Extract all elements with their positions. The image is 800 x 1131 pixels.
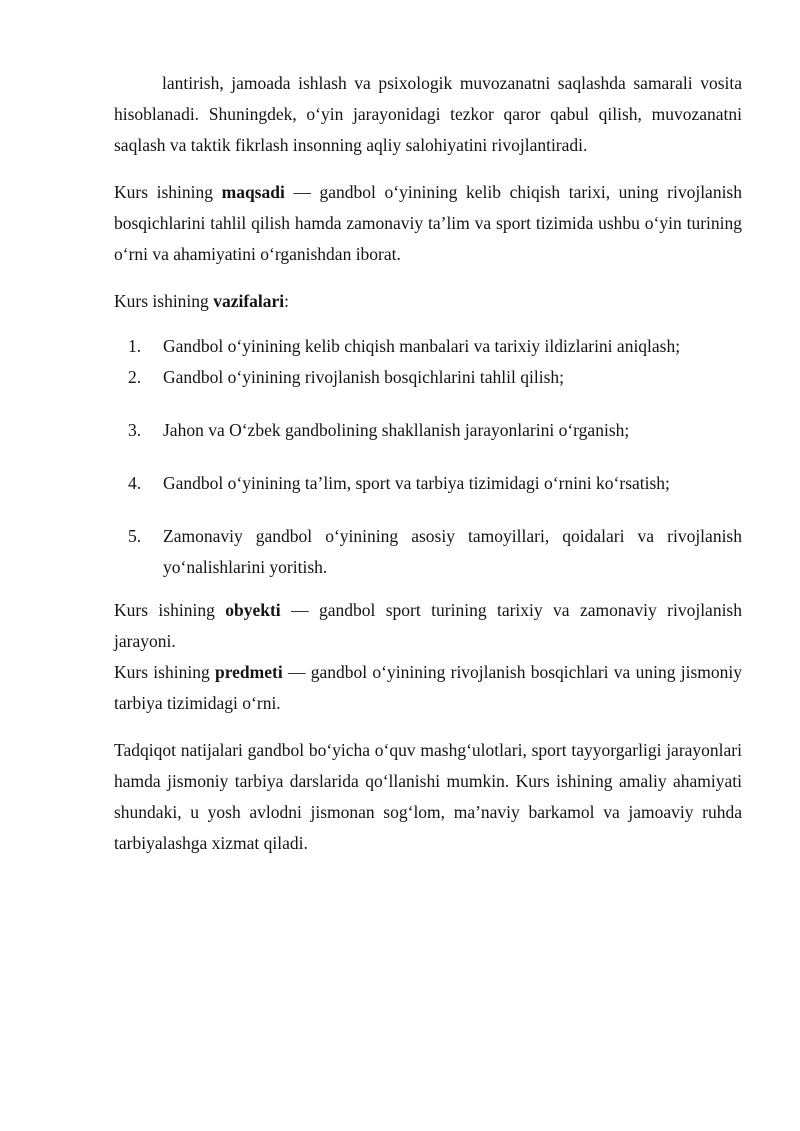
tasks-prefix: Kurs ishining [114,291,214,311]
significance-paragraph [114,735,742,859]
task-item-5 [114,521,742,583]
task-text: Gandbol o‘yinining rivojlanish bosqichlarini tahlil qilish; [163,367,565,387]
task-text: Gandbol o‘yinining kelib chiqish manbalari va tarixiy ildizlarini aniqlash; [163,336,681,356]
task-item-1 [114,331,742,362]
object-keyword: obyekti [225,600,281,620]
subject-text: — gandbol o‘yinining rivojlanish bosqichlari va uning jismoniy tarbiya tizimidagi o‘rni. [114,662,742,713]
goal-prefix: Kurs ishining [114,182,222,202]
significance-text: Tadqiqot natijalari gandbol bo‘yicha o‘quv mashg‘ulotlari, sport tayyorgarligi jarayonlari hamda jismoniy tarbiya darslarida qo‘llanishi mumkin. Kurs ishining amaliy ahamiyati shundaki, u yosh avlodni jismonan sog‘lom, ma’naviy barkamol va jamoaviy ruhda tarbiyalashga xizmat qiladi. [114,740,742,853]
tasks-keyword: vazifalari [213,291,285,311]
intro-paragraph [114,68,742,161]
task-number: 4. [128,473,142,493]
tasks-suffix: : [284,291,290,311]
intro-text: lantirish, jamoada ishlash va psixologik muvozanatni saqlashda samarali vosita hisoblanadi. Shuningdek, o‘yin jarayonidagi tezkor qaror qabul qilish, muvozanatni saqlash va taktik fikrlash insonning aqliy salohiyatini rivojlantiradi. [114,73,742,155]
task-text: Gandbol o‘yinining ta’lim, sport va tarbiya tizimidagi o‘rnini ko‘rsatish; [163,473,670,493]
task-text: Jahon va O‘zbek gandbolining shakllanish jarayonlarini o‘rganish; [163,420,630,440]
tasks-heading [114,286,742,317]
task-item-4 [114,468,742,499]
task-number: 2. [128,367,142,387]
subject-prefix: Kurs ishining [114,662,215,682]
task-item-2 [114,362,742,393]
task-item-3 [114,415,742,446]
task-text: Zamonaviy gandbol o‘yinining asosiy tamoyillari, qoidalari va rivojlanish yo‘nalishlarini yoritish. [163,526,742,577]
task-number: 3. [128,420,142,440]
goal-text: — gandbol o‘yinining kelib chiqish tarixi, uning rivojlanish bosqichlarini tahlil qilish hamda zamonaviy ta’lim va sport tizimida ushbu o‘yin turining o‘rni va ahamiyatini o‘rganishdan iborat. [114,182,742,264]
document-page [114,68,742,859]
object-prefix: Kurs ishining [114,600,226,620]
goal-paragraph [114,177,742,270]
object-paragraph [114,595,742,657]
goal-keyword: maqsadi [221,182,285,202]
subject-paragraph [114,657,742,719]
task-number: 1. [128,336,142,356]
task-number: 5. [128,526,142,546]
object-text: — gandbol sport turining tarixiy va zamonaviy rivojlanish jarayoni. [114,600,742,651]
tasks-list [114,331,742,583]
subject-keyword: predmeti [214,662,283,682]
